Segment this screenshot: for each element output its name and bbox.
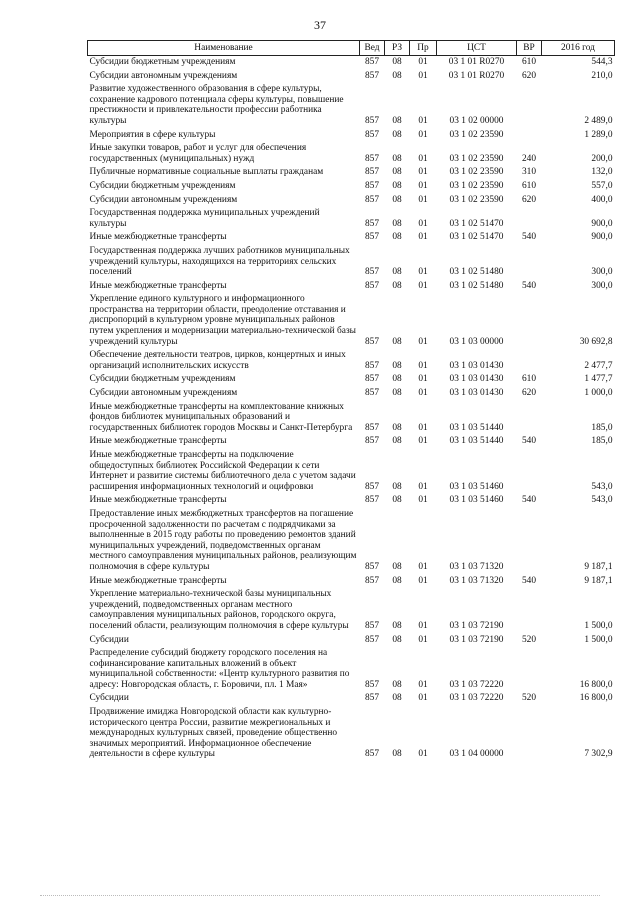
cell-cst: 03 1 02 51470 [449, 232, 504, 243]
cell-pr: 01 [418, 575, 428, 586]
cell-ved: 857 [364, 620, 380, 631]
cell-vr: 540 [521, 232, 537, 243]
cell-vr [517, 706, 542, 762]
budget-table [87, 40, 615, 762]
cell-amount: 185,0 [591, 436, 613, 447]
cell-pr: 01 [418, 336, 428, 347]
cell-ved: 857 [364, 374, 380, 385]
cell-ved: 857 [364, 167, 380, 178]
table-row [88, 231, 615, 245]
cell-pr: 01 [418, 167, 428, 178]
table-row [88, 349, 615, 373]
cell-cst: 03 1 01 R0270 [448, 57, 505, 67]
table-row [88, 142, 615, 166]
cell-ved: 857 [364, 115, 380, 126]
cell-vr: 620 [521, 388, 537, 399]
cell-amount: 1 500,0 [584, 620, 613, 631]
cell-amount: 300,0 [591, 267, 613, 278]
cell-amount: 132,0 [591, 167, 613, 178]
cell-name: Субсидии бюджетным учреждениям [89, 180, 236, 191]
cell-ved: 857 [364, 180, 380, 191]
cell-pr: 01 [418, 749, 428, 760]
cell-ved: 857 [364, 634, 380, 645]
cell-rz: 08 [392, 634, 402, 645]
cell-cst: 03 1 03 71320 [449, 561, 504, 572]
cell-ved: 857 [364, 57, 380, 67]
table-row [88, 280, 615, 294]
cell-rz: 08 [392, 115, 402, 126]
cell-rz: 08 [392, 360, 402, 371]
cell-amount: 2 489,0 [584, 115, 613, 126]
cell-pr: 01 [418, 180, 428, 191]
cell-name: Укрепление материально-технической базы муниципальных учреждений, подведомственных органам местного самоуправления муниципальных районов, городского округа, поселений области, реализующим полномочия в сфере культуры [89, 589, 349, 631]
cell-name: Субсидии автономным учреждениям [89, 70, 238, 81]
cell-pr: 01 [418, 693, 428, 704]
cell-amount: 900,0 [591, 232, 613, 243]
cell-amount: 2 477,7 [584, 360, 613, 371]
cell-rz: 08 [392, 388, 402, 399]
cell-rz: 08 [392, 232, 402, 243]
cell-rz: 08 [392, 422, 402, 433]
cell-pr: 01 [418, 388, 428, 399]
cell-cst: 03 1 03 72220 [449, 679, 504, 690]
table-row [88, 70, 615, 84]
cell-cst: 03 1 03 51460 [449, 481, 504, 492]
cell-amount: 1 477,7 [584, 374, 613, 385]
page-number: 37 [314, 18, 326, 32]
cell-cst: 03 1 02 51480 [449, 280, 504, 291]
table-row [88, 575, 615, 589]
cell-cst: 03 1 03 51440 [449, 422, 504, 433]
cell-ved: 857 [364, 232, 380, 243]
cell-ved: 857 [364, 422, 380, 433]
cell-cst: 03 1 04 00000 [449, 749, 504, 760]
table-row [88, 692, 615, 706]
cell-name: Субсидии автономным учреждениям [89, 194, 238, 205]
cell-vr [517, 245, 542, 280]
cell-name: Государственная поддержка лучших работников муниципальных учреждений культуры, находящихся на территориях сельских поселений [89, 245, 350, 278]
cell-name: Субсидии [89, 634, 129, 645]
cell-rz: 08 [392, 180, 402, 191]
cell-ved: 857 [364, 481, 380, 492]
table-body [88, 56, 615, 763]
cell-rz: 08 [392, 481, 402, 492]
table-row [88, 494, 615, 508]
cell-amount: 543,0 [591, 481, 613, 492]
cell-cst: 03 1 02 23590 [449, 167, 504, 178]
cell-cst: 03 1 02 00000 [449, 115, 504, 126]
cell-vr: 310 [521, 167, 537, 178]
cell-rz: 08 [392, 218, 402, 229]
cell-vr: 620 [521, 70, 537, 81]
table-row [88, 373, 615, 387]
cell-rz: 08 [392, 495, 402, 506]
cell-cst: 03 1 02 23590 [449, 129, 504, 140]
cell-pr: 01 [418, 194, 428, 205]
table-row [88, 634, 615, 648]
cell-cst: 03 1 02 23590 [449, 180, 504, 191]
cell-name: Мероприятия в сфере культуры [89, 129, 216, 140]
cell-cst: 03 1 03 51460 [449, 495, 504, 506]
cell-amount: 1 289,0 [584, 129, 613, 140]
cell-amount: 543,0 [591, 495, 613, 506]
cell-ved: 857 [364, 129, 380, 140]
table-row [88, 647, 615, 692]
cell-rz: 08 [392, 167, 402, 178]
cell-pr: 01 [418, 561, 428, 572]
cell-rz: 08 [392, 693, 402, 704]
table-row [88, 180, 615, 194]
cell-cst: 03 1 03 71320 [449, 575, 504, 586]
cell-rz: 08 [392, 679, 402, 690]
cell-vr [517, 83, 542, 128]
cell-amount: 16 800,0 [579, 679, 613, 690]
cell-cst: 03 1 03 00000 [449, 336, 504, 347]
cell-ved: 857 [364, 336, 380, 347]
cell-pr: 01 [418, 153, 428, 164]
cell-pr: 01 [418, 436, 428, 447]
cell-amount: 7 302,9 [584, 749, 613, 760]
cell-name: Субсидии [89, 693, 129, 704]
cell-amount: 30 692,8 [579, 336, 613, 347]
cell-name: Продвижение имиджа Новгородской области как культурно-исторического центра России, развитие межрегиональных и международных культурных связей, проведение общественно значимых мероприятий. Информационное обеспечение деятельности в сфере культуры [89, 707, 338, 760]
bottom-divider [40, 893, 600, 896]
cell-ved: 857 [364, 360, 380, 371]
cell-pr: 01 [418, 679, 428, 690]
table-row [88, 435, 615, 449]
cell-rz: 08 [392, 575, 402, 586]
cell-ved: 857 [364, 194, 380, 205]
cell-name: Иные межбюджетные трансферты [89, 280, 227, 291]
cell-pr: 01 [418, 70, 428, 81]
cell-name: Субсидии бюджетным учреждениям [89, 374, 236, 385]
cell-ved: 857 [364, 280, 380, 291]
cell-amount: 400,0 [591, 194, 613, 205]
table-row [88, 166, 615, 180]
cell-rz: 08 [392, 57, 402, 67]
cell-name: Государственная поддержка муниципальных учреждений культуры [89, 208, 320, 229]
cell-amount: 16 800,0 [579, 693, 613, 704]
cell-pr: 01 [418, 360, 428, 371]
cell-name: Иные межбюджетные трансферты [89, 575, 227, 586]
cell-pr: 01 [418, 620, 428, 631]
cell-vr [517, 647, 542, 692]
cell-pr: 01 [418, 280, 428, 291]
cell-vr: 610 [521, 374, 537, 385]
cell-name: Укрепление единого культурного и информационного пространства на территории области, преодоление отставания и диспропорций в культурном уровне муниципальных районов путем укрепления и модернизации материально-технической базы учреждений культуры [89, 294, 356, 347]
cell-amount: 900,0 [591, 218, 613, 229]
cell-rz: 08 [392, 561, 402, 572]
cell-pr: 01 [418, 481, 428, 492]
cell-vr [517, 508, 542, 575]
header-pr: Пр [410, 41, 437, 56]
cell-pr: 01 [418, 422, 428, 433]
cell-cst: 03 1 01 R0270 [448, 70, 505, 81]
cell-ved: 857 [364, 679, 380, 690]
cell-vr: 240 [521, 153, 537, 164]
table-row [88, 245, 615, 280]
cell-vr: 620 [521, 194, 537, 205]
cell-ved: 857 [364, 495, 380, 506]
cell-cst: 03 1 03 72220 [449, 693, 504, 704]
cell-amount: 210,0 [591, 70, 613, 81]
table-row [88, 401, 615, 436]
header-ved: Вед [360, 41, 385, 56]
cell-vr: 540 [521, 280, 537, 291]
cell-vr: 610 [521, 57, 537, 67]
table-row [88, 508, 615, 575]
cell-rz: 08 [392, 336, 402, 347]
cell-rz: 08 [392, 436, 402, 447]
table-header-row [88, 41, 615, 56]
cell-pr: 01 [418, 218, 428, 229]
header-rz: РЗ [385, 41, 410, 56]
cell-ved: 857 [364, 218, 380, 229]
cell-name: Иные межбюджетные трансферты [89, 232, 227, 243]
header-name: Наименование [88, 41, 360, 56]
table-row [88, 56, 615, 70]
cell-ved: 857 [364, 561, 380, 572]
cell-vr [517, 588, 542, 633]
cell-vr [517, 401, 542, 436]
table-row [88, 293, 615, 349]
cell-rz: 08 [392, 374, 402, 385]
header-year: 2016 год [542, 41, 615, 56]
cell-vr: 520 [521, 693, 537, 704]
cell-vr: 540 [521, 436, 537, 447]
cell-amount: 1 500,0 [584, 634, 613, 645]
cell-cst: 03 1 02 23590 [449, 194, 504, 205]
cell-ved: 857 [364, 153, 380, 164]
cell-vr [517, 129, 542, 143]
cell-ved: 857 [364, 436, 380, 447]
cell-vr: 610 [521, 180, 537, 191]
cell-name: Иные межбюджетные трансферты на комплектование книжных фондов библиотек муниципальных образований и государственных библиотек городов Москвы и Санкт-Петербурга [89, 401, 353, 433]
cell-amount: 557,0 [591, 180, 613, 191]
cell-amount: 9 187,1 [584, 561, 613, 572]
cell-name: Распределение субсидий бюджету городского поселения на софинансирование капитальных вложений в объект муниципальной собственности: «Центр культурного развития по адресу: Новгородская область, г. Боровичи, пл. 1 Мая» [89, 648, 350, 690]
cell-ved: 857 [364, 388, 380, 399]
cell-pr: 01 [418, 57, 428, 67]
cell-cst: 03 1 02 51470 [449, 218, 504, 229]
cell-cst: 03 1 03 01430 [449, 374, 504, 385]
cell-vr: 540 [521, 575, 537, 586]
cell-name: Развитие художественного образования в сфере культуры, сохранение кадрового потенциала сферы культуры, повышение престижности и привлекательности профессии работника культуры [89, 84, 344, 126]
cell-rz: 08 [392, 153, 402, 164]
header-cst: ЦСТ [437, 41, 517, 56]
cell-rz: 08 [392, 280, 402, 291]
table-row [88, 387, 615, 401]
cell-rz: 08 [392, 749, 402, 760]
cell-cst: 03 1 03 51440 [449, 436, 504, 447]
cell-rz: 08 [392, 70, 402, 81]
table-row [88, 588, 615, 633]
cell-rz: 08 [392, 267, 402, 278]
cell-cst: 03 1 03 72190 [449, 634, 504, 645]
cell-vr [517, 293, 542, 349]
cell-ved: 857 [364, 693, 380, 704]
cell-pr: 01 [418, 115, 428, 126]
table-row [88, 207, 615, 231]
cell-vr [517, 349, 542, 373]
cell-vr: 520 [521, 634, 537, 645]
cell-name: Предоставление иных межбюджетных трансфертов на погашение просроченной задолженности по расчетам с подрядчиками за выполненные в 2015 году работы по проведению ремонтов зданий муниципальных учреждений, подведомственных органам местного самоуправления муниципальных районов, реализующим полномочия в сфере культуры [89, 508, 357, 572]
table-row [88, 83, 615, 128]
table-row [88, 129, 615, 143]
cell-cst: 03 1 03 01430 [449, 360, 504, 371]
cell-ved: 857 [364, 575, 380, 586]
cell-pr: 01 [418, 374, 428, 385]
cell-name: Обеспечение деятельности театров, цирков, концертных и иных организаций исполнительских искусств [89, 350, 346, 371]
cell-name: Иные межбюджетные трансферты на подключение общедоступных библиотек Российской Федерации к сети Интернет и развитие системы библиотечного дела с учетом задачи расширения информационных технологий и оцифровки [89, 450, 356, 492]
cell-cst: 03 1 03 01430 [449, 388, 504, 399]
cell-name: Иные межбюджетные трансферты [89, 436, 227, 447]
cell-pr: 01 [418, 634, 428, 645]
cell-rz: 08 [392, 194, 402, 205]
cell-pr: 01 [418, 267, 428, 278]
cell-amount: 1 000,0 [584, 388, 613, 399]
cell-name: Иные межбюджетные трансферты [89, 495, 227, 506]
header-vr: ВР [517, 41, 542, 56]
cell-name: Иные закупки товаров, работ и услуг для обеспечения государственных (муниципальных) нужд [89, 143, 307, 164]
cell-name: Субсидии автономным учреждениям [89, 388, 238, 399]
cell-cst: 03 1 02 23590 [449, 153, 504, 164]
cell-cst: 03 1 02 51480 [449, 267, 504, 278]
cell-vr: 540 [521, 495, 537, 506]
table-row [88, 449, 615, 494]
cell-rz: 08 [392, 620, 402, 631]
cell-amount: 300,0 [591, 280, 613, 291]
cell-amount: 544,3 [591, 57, 613, 67]
cell-name: Публичные нормативные социальные выплаты гражданам [89, 167, 324, 178]
cell-rz: 08 [392, 129, 402, 140]
table-row [88, 194, 615, 208]
cell-name: Субсидии бюджетным учреждениям [89, 57, 236, 67]
cell-amount: 200,0 [591, 153, 613, 164]
cell-pr: 01 [418, 495, 428, 506]
cell-vr [517, 207, 542, 231]
cell-vr [517, 449, 542, 494]
cell-pr: 01 [418, 129, 428, 140]
cell-pr: 01 [418, 232, 428, 243]
cell-amount: 9 187,1 [584, 575, 613, 586]
cell-ved: 857 [364, 267, 380, 278]
cell-amount: 185,0 [591, 422, 613, 433]
cell-ved: 857 [364, 749, 380, 760]
cell-ved: 857 [364, 70, 380, 81]
cell-cst: 03 1 03 72190 [449, 620, 504, 631]
table-row [88, 706, 615, 762]
